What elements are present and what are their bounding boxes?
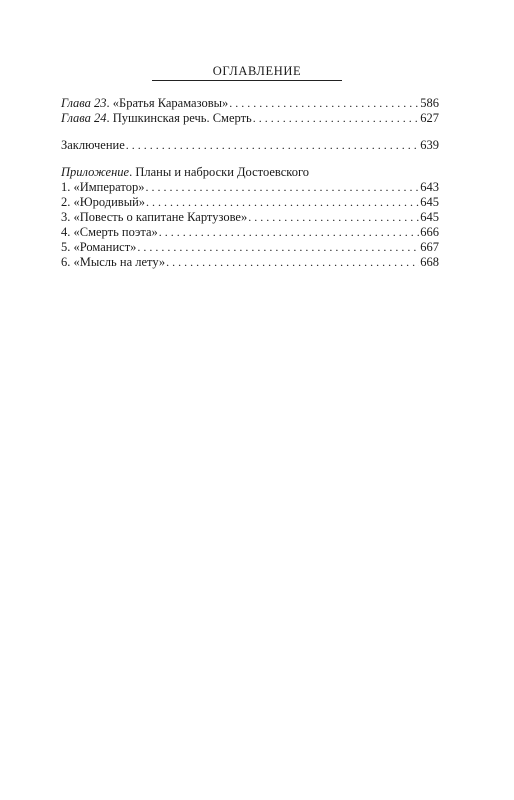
- entry-title: Заключение: [61, 138, 125, 152]
- toc-entry-appendix-5[interactable]: [61, 240, 439, 255]
- leader-dots: [145, 180, 419, 195]
- entry-page-number: 645: [420, 210, 439, 224]
- appendix-title: . Планы и наброски Достоевского: [129, 165, 310, 179]
- appendix-heading: [61, 165, 439, 180]
- entry-page-number: 643: [420, 180, 439, 194]
- appendix-section: [61, 165, 439, 270]
- leader-dots: [159, 225, 419, 240]
- entry-prefix: Глава 24: [61, 111, 107, 125]
- toc-entry-chapter-23[interactable]: [61, 96, 439, 111]
- toc-entry-conclusion[interactable]: [61, 138, 439, 153]
- toc-entry-appendix-1[interactable]: [61, 180, 439, 195]
- entry-prefix: Глава 23: [61, 96, 107, 110]
- entry-title: . «Братья Карамазовы»: [106, 96, 229, 110]
- entry-page-number: 645: [420, 195, 439, 209]
- leader-dots: [126, 138, 420, 153]
- leader-dots: [166, 255, 419, 270]
- toc-entry-appendix-4[interactable]: [61, 225, 439, 240]
- entry-title: 2. «Юродивый»: [61, 195, 146, 209]
- entry-page-number: 639: [420, 138, 439, 152]
- page-title: ОГЛАВЛЕНИЕ: [212, 64, 302, 78]
- entry-title: 1. «Император»: [61, 180, 145, 194]
- entry-page-number: 586: [420, 96, 439, 110]
- entry-title: 4. «Смерть поэта»: [61, 225, 158, 239]
- entry-title: 3. «Повесть о капитане Картузове»: [61, 210, 248, 224]
- entry-page-number: 668: [420, 255, 439, 269]
- chapters-list: [61, 96, 439, 126]
- leader-dots: [229, 96, 419, 111]
- leader-dots: [248, 210, 419, 225]
- leader-dots: [253, 111, 420, 126]
- leader-dots: [146, 195, 419, 210]
- toc-entry-appendix-3[interactable]: [61, 210, 439, 225]
- entry-page-number: 666: [420, 225, 439, 239]
- title-underline: [152, 80, 342, 81]
- entry-title: . Пушкинская речь. Смерть: [106, 111, 252, 125]
- entry-page-number: 667: [420, 240, 439, 254]
- toc-entry-appendix-2[interactable]: [61, 195, 439, 210]
- entry-page-number: 627: [420, 111, 439, 125]
- conclusion-section: [61, 138, 439, 153]
- appendix-prefix: Приложение: [61, 165, 130, 179]
- leader-dots: [137, 240, 419, 255]
- entry-label: [61, 96, 228, 111]
- entry-label: [61, 111, 252, 126]
- toc-entry-appendix-6[interactable]: [61, 255, 439, 270]
- entry-title: 6. «Мысль на лету»: [61, 255, 166, 269]
- entry-title: 5. «Романист»: [61, 240, 137, 254]
- toc-entry-chapter-24[interactable]: [61, 111, 439, 126]
